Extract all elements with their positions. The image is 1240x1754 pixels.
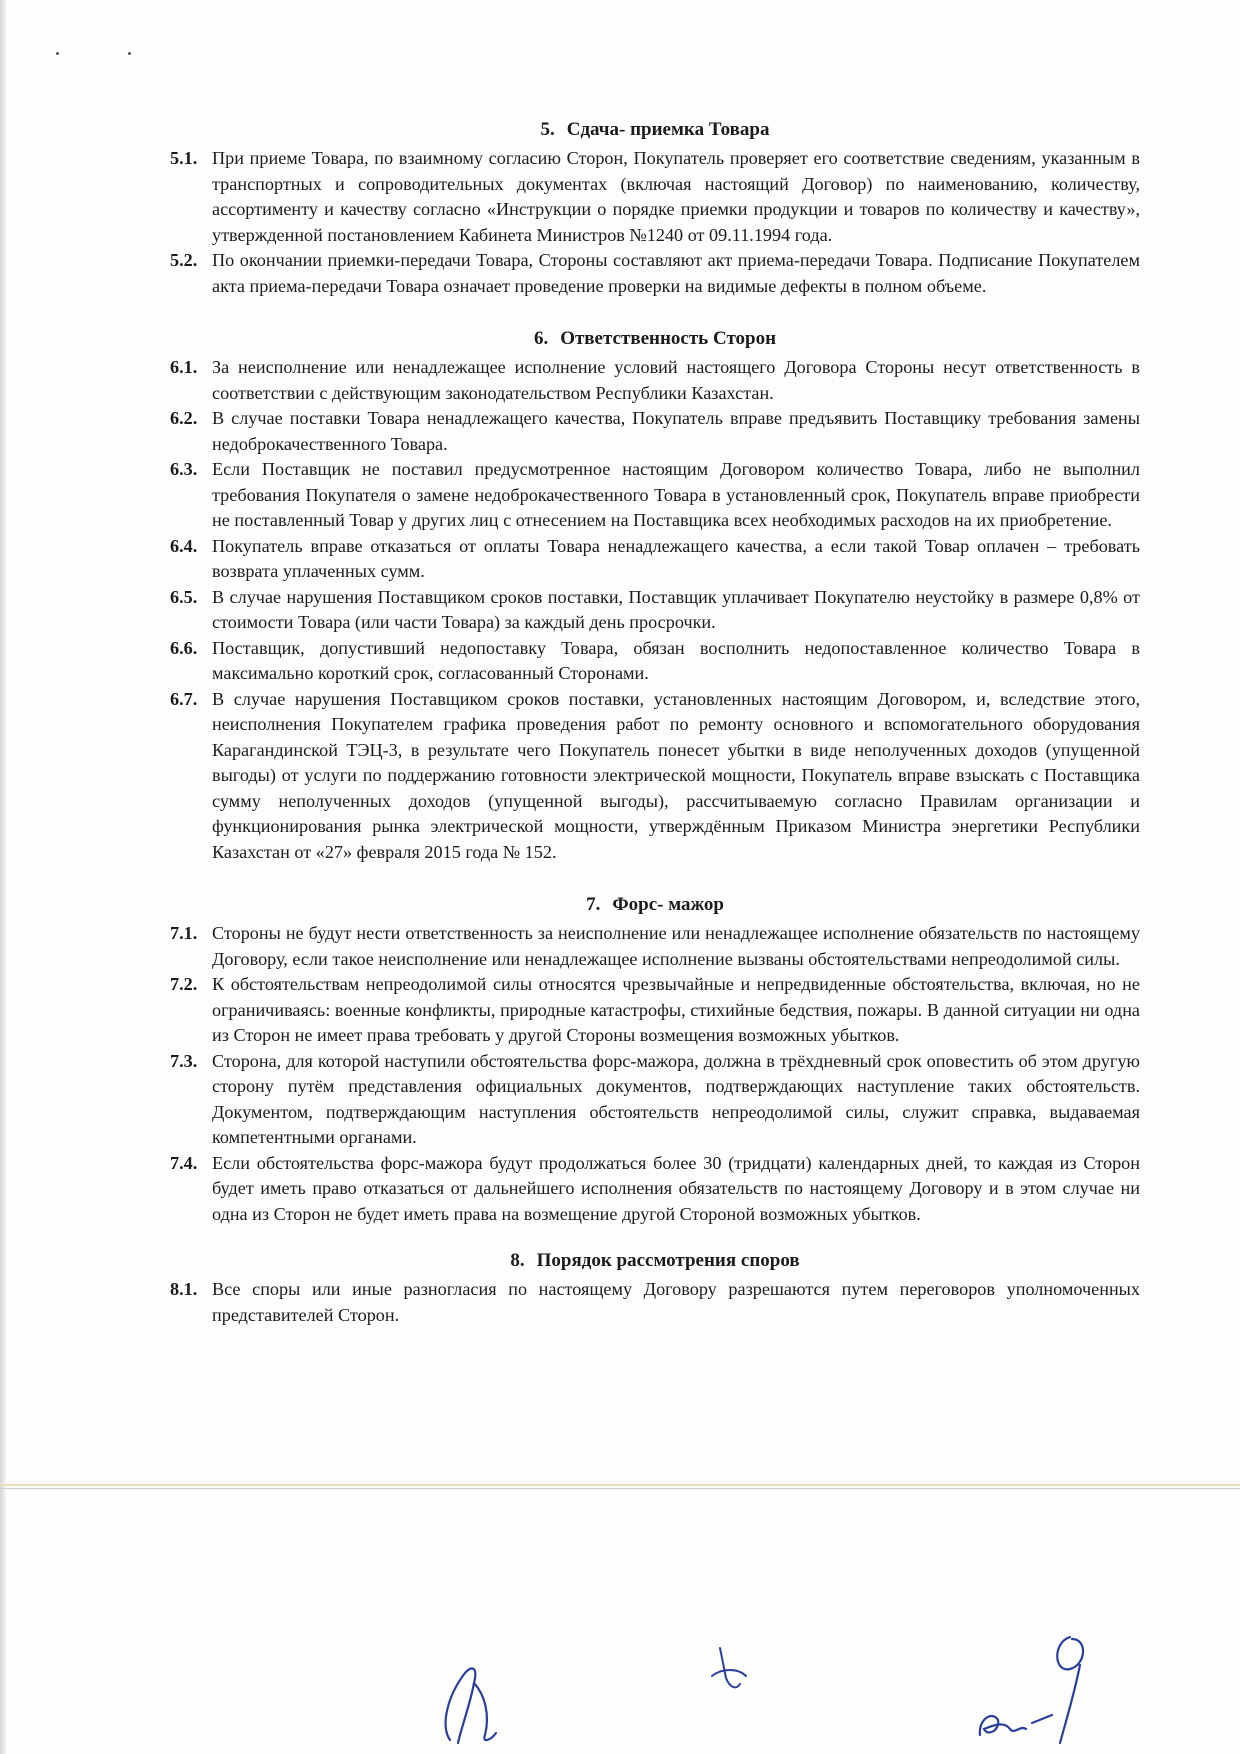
clause-text: По окончании приемки-передачи Товара, Стороны составляют акт приема-передачи Товара. Подписание Покупателем акта приема-передачи Товара означает проведение проверки на видимые дефекты в полном объеме.: [212, 250, 1140, 296]
scan-speck: [56, 52, 59, 55]
clause-text: В случае нарушения Поставщиком сроков поставки, установленных настоящим Договором, и, вследствие этого, неисполнения Покупателем графика проведения работ по ремонту основного и вспомогательного оборудования Карагандинской ТЭЦ-3, в результате чего Покупатель понесет убытки в виде неполученных доходов (упущенной выгоды) от услуги по поддержанию готовности электрической мощности, Покупатель вправе взыскать с Поставщика сумму неполученных доходов (упущенной выгоды), рассчитываемую согласно Правилам организации и функционирования рынка электрической мощности, утверждённым Приказом Министра энергетики Республики Казахстан от «27» февраля 2015 года № 152.: [212, 688, 1140, 862]
clause-number: 6.6.: [170, 637, 198, 658]
clause: [170, 636, 1140, 687]
clause-number: 7.1.: [170, 923, 198, 943]
signature-right-icon: [970, 1625, 1120, 1750]
clause: [170, 687, 1140, 866]
clause: [170, 1151, 1140, 1228]
clause-text: Стороны не будут нести ответственность за неисполнение или ненадлежащее исполнение обязательств по настоящему Договору, если такое неисполнение или ненадлежащее исполнение вызваны обстоятельствами непреодолимой силы.: [212, 923, 1140, 969]
clause-number: 6.4.: [170, 535, 198, 556]
clause-text: Сторона, для которой наступили обстоятельства форс-мажора, должна в трёхдневный срок оповестить об этом другую сторону путём представления официальных документов, подтверждающих наступление таких обстоятельств. Документом, подтверждающим наступления обстоятельств непреодолимой силы, служит справка, выдаваемая компетентными органами.: [212, 1050, 1140, 1147]
signature-center-icon: [700, 1638, 760, 1698]
clause-number: 7.2.: [170, 974, 198, 994]
clause-number: 7.3.: [170, 1050, 198, 1071]
section-heading: 8. Порядок рассмотрения споров: [510, 1250, 800, 1271]
clause-number: 6.1.: [170, 357, 198, 377]
clause-number: 5.1.: [170, 148, 198, 168]
clause: [170, 355, 1140, 406]
clause-number: 6.2.: [170, 408, 198, 428]
clause-number: 7.4.: [170, 1152, 198, 1173]
clause: [170, 248, 1140, 299]
clause-text: При приеме Товара, по взаимному согласию Сторон, Покупатель проверяет его соответствие сведениям, указанным в транспортных и сопроводительных документах (включая настоящий Договор) по наименованию, количеству, ассортименту и качеству согласно «Инструкции о порядке приемки продукции и товаров по количеству и качеству», утвержденной постановлением Кабинета Министров №1240 от 09.11.1994 года.: [212, 148, 1140, 245]
clause-number: 8.1.: [170, 1279, 198, 1299]
clause-text: Покупатель вправе отказаться от оплаты Товара ненадлежащего качества, а если такой Товар оплачен – требовать возврата уплаченных сумм.: [212, 535, 1140, 581]
clause: [170, 972, 1140, 1049]
scan-speck: [128, 52, 131, 55]
clause: [170, 534, 1140, 585]
clause-number: 6.7.: [170, 688, 198, 709]
clause: [170, 585, 1140, 636]
document-body: [170, 118, 1140, 1328]
clause-text: Поставщик, допустивший недопоставку Товара, обязан восполнить недопоставленное количество Товара в максимально короткий срок, согласованный Сторонами.: [212, 637, 1140, 683]
clause-text: В случае поставки Товара ненадлежащего качества, Покупатель вправе предъявить Поставщику требования замены недоброкачественного Товара.: [212, 408, 1140, 454]
section-heading: 5. Сдача- приемка Товара: [540, 119, 770, 140]
clause-text: За неисполнение или ненадлежащее исполнение условий настоящего Договора Стороны несут ответственность в соответствии с действующим законодательством Республики Казахстан.: [212, 357, 1140, 403]
clause-text: К обстоятельствам непреодолимой силы относятся чрезвычайные и непредвиденные обстоятельства, включая, но не ограничиваясь: военные конфликты, природные катастрофы, стихийные бедствия, пожары. В данной ситуации ни одна из Сторон не имеет права требовать у другой Стороны возмещения возможных убытков.: [212, 974, 1140, 1045]
clause-text: Все споры или иные разногласия по настоящему Договору разрешаются путем переговоров уполномоченных представителей Сторон.: [212, 1279, 1140, 1325]
clause-text: В случае нарушения Поставщиком сроков поставки, Поставщик уплачивает Покупателю неустойку в размере 0,8% от стоимости Товара (или части Товара) за каждый день просрочки.: [212, 586, 1140, 632]
clause-text: Если обстоятельства форс-мажора будут продолжаться более 30 (тридцати) календарных дней, то каждая из Сторон будет иметь право отказаться от дальнейшего исполнения обязательств по настоящему Договору и в этом случае ни одна из Сторон не будет иметь права на возмещение другой Стороной возможных убытков.: [212, 1152, 1140, 1224]
clause: [170, 921, 1140, 972]
clause: [170, 146, 1140, 248]
clause-number: 6.3.: [170, 459, 198, 479]
scan-divider-line: [0, 1488, 1240, 1489]
scan-divider-line: [0, 1484, 1240, 1486]
section-heading: 6. Ответственность Сторон: [533, 328, 777, 349]
clause-number: 5.2.: [170, 250, 198, 270]
clause-text: Если Поставщик не поставил предусмотренное настоящим Договором количество Товара, либо не выполнил требования Покупателя о замене недоброкачественного Товара в установленный срок, Покупатель вправе приобрести не поставленный Товар у других лиц с отнесением на Поставщика всех необходимых расходов на их приобретение.: [212, 459, 1140, 530]
clause-number: 6.5.: [170, 586, 198, 607]
clause: [170, 1277, 1140, 1328]
clause: [170, 1049, 1140, 1151]
clause: [170, 406, 1140, 457]
scan-edge: [0, 0, 6, 1754]
signature-left-icon: [430, 1655, 520, 1750]
clause: [170, 457, 1140, 534]
section-heading: 7. Форс- мажор: [586, 894, 724, 915]
